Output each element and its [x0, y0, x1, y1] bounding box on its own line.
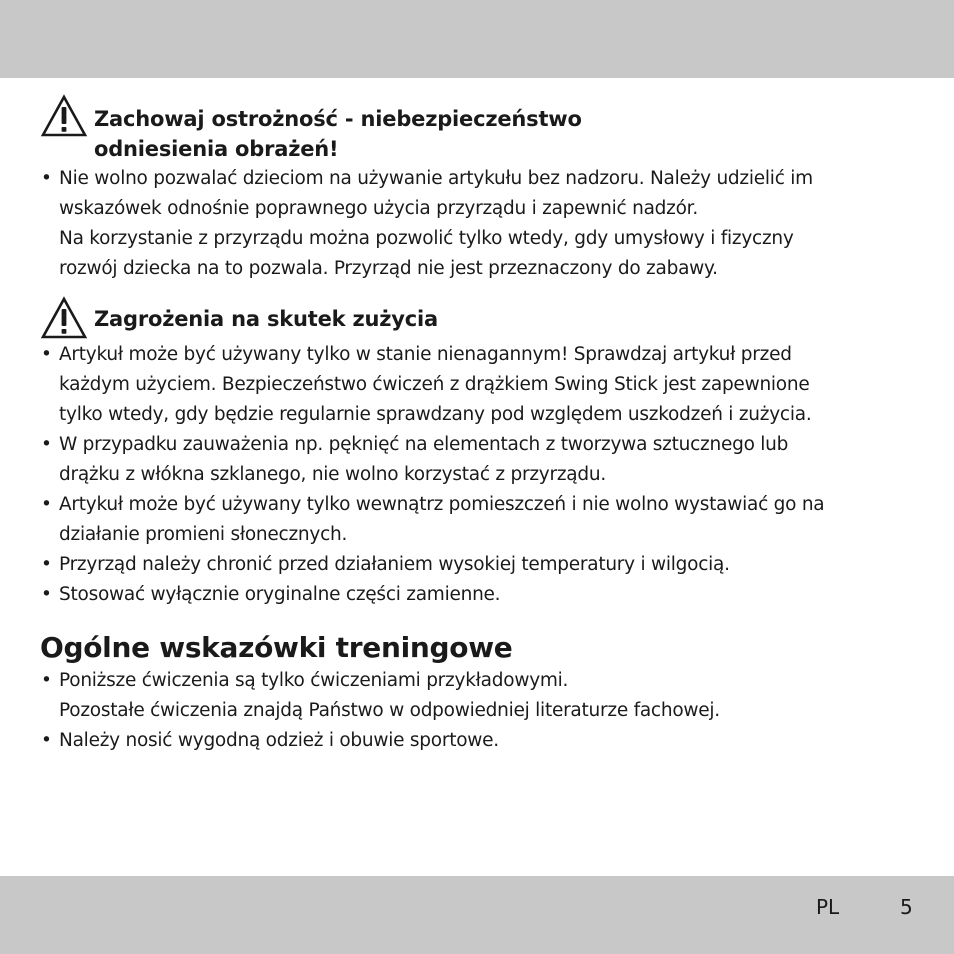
- footer-language: PL: [816, 895, 840, 919]
- warning-injury-list: [40, 164, 920, 284]
- warning-title-line-1: Zachowaj ostrożność - niebezpieczeństwo: [94, 107, 582, 131]
- list-item-line: • Poniższe ćwiczenia są tylko ćwiczeniami przykładowymi.: [59, 670, 569, 691]
- warning-title-line-2: odniesienia obrażeń!: [94, 137, 339, 161]
- training-list: [40, 666, 920, 756]
- warning-triangle-icon: [40, 94, 88, 138]
- list-item-line: • Artykuł może być używany tylko w stanie nienagannym! Sprawdzaj artykuł przed: [59, 344, 792, 365]
- warning-triangle-icon: [40, 296, 88, 340]
- list-item: [40, 726, 920, 756]
- warning-heading-wear: [40, 294, 920, 340]
- list-item: [40, 340, 920, 430]
- list-item: [40, 430, 920, 490]
- list-item-line: • W przypadku zauważenia np. pęknięć na elementach z tworzywa sztucznego lub: [59, 434, 789, 455]
- warning-title-injury: [94, 104, 582, 164]
- list-item: [40, 666, 920, 726]
- list-item: [40, 550, 920, 580]
- list-item-line: działanie promieni słonecznych.: [59, 524, 348, 545]
- page-number: 5: [900, 895, 913, 919]
- list-item-line: • Nie wolno pozwalać dzieciom na używanie artykułu bez nadzoru. Należy udzielić im: [59, 168, 813, 189]
- page-content: [40, 92, 920, 756]
- warning-wear-list: [40, 340, 920, 610]
- list-item-line: Pozostałe ćwiczenia znajdą Państwo w odpowiedniej literaturze fachowej.: [59, 700, 720, 721]
- footer-band: [0, 876, 954, 954]
- list-item: [40, 164, 920, 284]
- list-item-line: drążku z włókna szklanego, nie wolno korzystać z przyrządu.: [59, 464, 606, 485]
- list-item-line: wskazówek odnośnie poprawnego użycia przyrządu i zapewnić nadzór.: [59, 198, 698, 219]
- header-band: [0, 0, 954, 78]
- list-item-line: • Stosować wyłącznie oryginalne części zamienne.: [59, 584, 501, 605]
- list-item-line: Na korzystanie z przyrządu można pozwolić tylko wtedy, gdy umysłowy i fizyczny: [59, 228, 794, 249]
- warning-heading-injury: [40, 92, 920, 164]
- list-item-line: każdym użyciem. Bezpieczeństwo ćwiczeń z drążkiem Swing Stick jest zapewnione: [59, 374, 810, 395]
- section-title-training: Ogólne wskazówki treningowe: [40, 631, 513, 664]
- list-item: [40, 580, 920, 610]
- list-item: [40, 490, 920, 550]
- list-item-line: tylko wtedy, gdy będzie regularnie sprawdzany pod względem uszkodzeń i zużycia.: [59, 404, 812, 425]
- warning-title-wear: Zagrożenia na skutek zużycia: [94, 307, 439, 331]
- list-item-line: • Artykuł może być używany tylko wewnątrz pomieszczeń i nie wolno wystawiać go na: [59, 494, 825, 515]
- list-item-line: rozwój dziecka na to pozwala. Przyrząd nie jest przeznaczony do zabawy.: [59, 258, 718, 279]
- list-item-line: • Przyrząd należy chronić przed działaniem wysokiej temperatury i wilgocią.: [59, 554, 730, 575]
- list-item-line: • Należy nosić wygodną odzież i obuwie sportowe.: [59, 730, 499, 751]
